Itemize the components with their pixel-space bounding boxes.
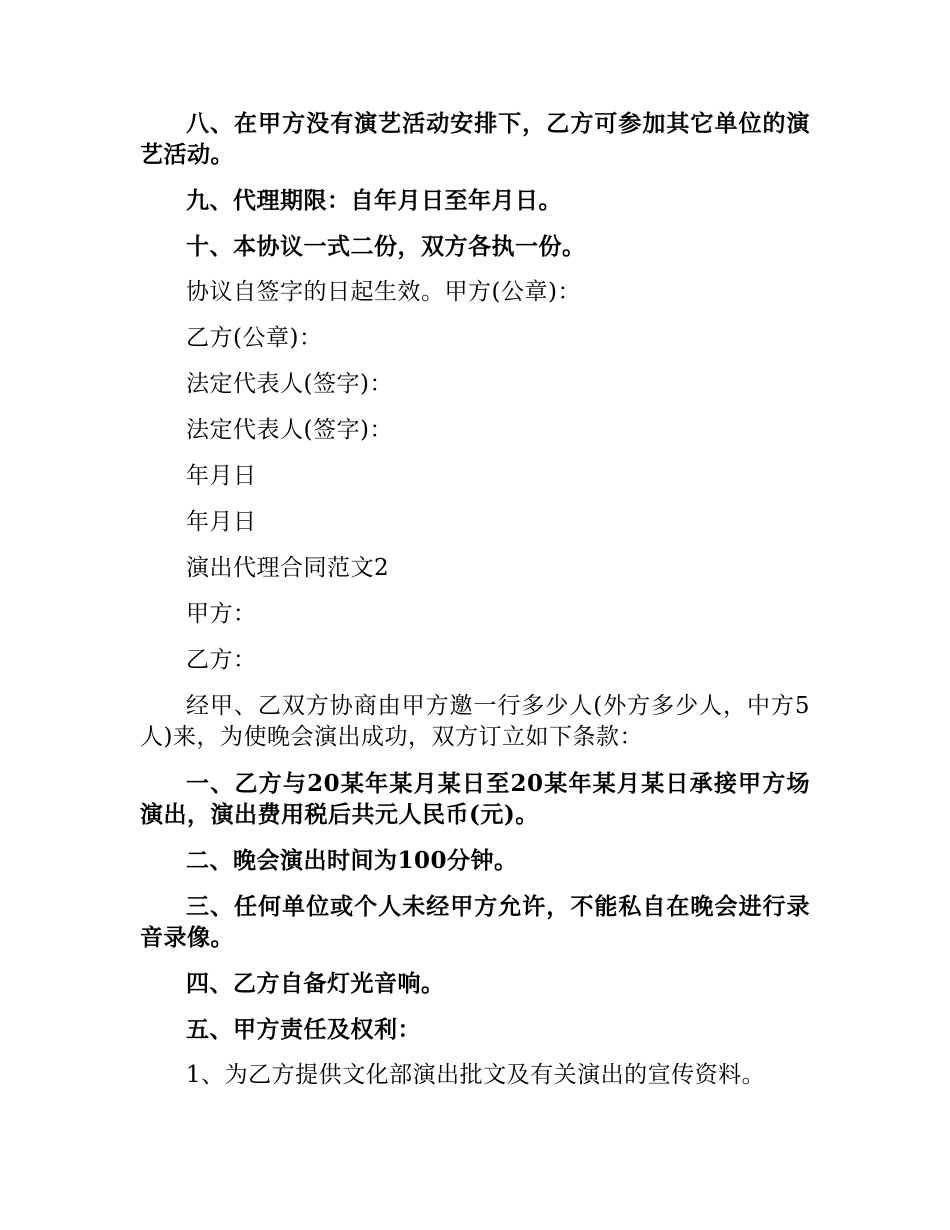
legal-representative-line-b: 法定代表人(签字)： <box>186 417 393 443</box>
date-line-a: 年月日 <box>186 463 257 489</box>
clause-5-heading: 五、甲方责任及权利： <box>186 1016 421 1043</box>
clause-8-paragraph: 八、在甲方没有演艺活动安排下，乙方可参加其它单位的演艺活动。 <box>140 110 810 168</box>
party-b-seal-line: 乙方(公章)： <box>186 325 323 351</box>
clause-5-item-1: 1、为乙方提供文化部演出批文及有关演出的宣传资料。 <box>186 1062 766 1088</box>
party-b-line: 乙方： <box>186 647 257 673</box>
clause-9-paragraph: 九、代理期限：自年月日至年月日。 <box>186 187 562 214</box>
document-body <box>140 108 810 1091</box>
legal-representative-line-a: 法定代表人(签字)： <box>186 371 393 397</box>
effective-date-paragraph: 协议自签字的日起生效。甲方(公章)： <box>186 279 581 305</box>
clause-3-paragraph: 三、任何单位或个人未经甲方允许，不能私自在晚会进行录音录像。 <box>140 893 810 951</box>
clause-10-paragraph: 十、本协议一式二份，双方各执一份。 <box>186 233 586 260</box>
date-line-b: 年月日 <box>186 509 257 535</box>
intro-paragraph: 经甲、乙双方协商由甲方邀一行多少人(外方多少人，中方5人)来，为使晚会演出成功，双方订立如下条款： <box>140 693 810 750</box>
clause-1-paragraph: 一、乙方与20某年某月某日至20某年某月某日承接甲方场演出，演出费用税后共元人民币(元)。 <box>140 770 810 828</box>
clause-4-paragraph: 四、乙方自备灯光音响。 <box>186 970 445 997</box>
clause-2-paragraph: 二、晚会演出时间为100分钟。 <box>186 847 518 874</box>
sample-title: 演出代理合同范文2 <box>186 555 390 581</box>
party-a-line: 甲方： <box>186 601 257 627</box>
